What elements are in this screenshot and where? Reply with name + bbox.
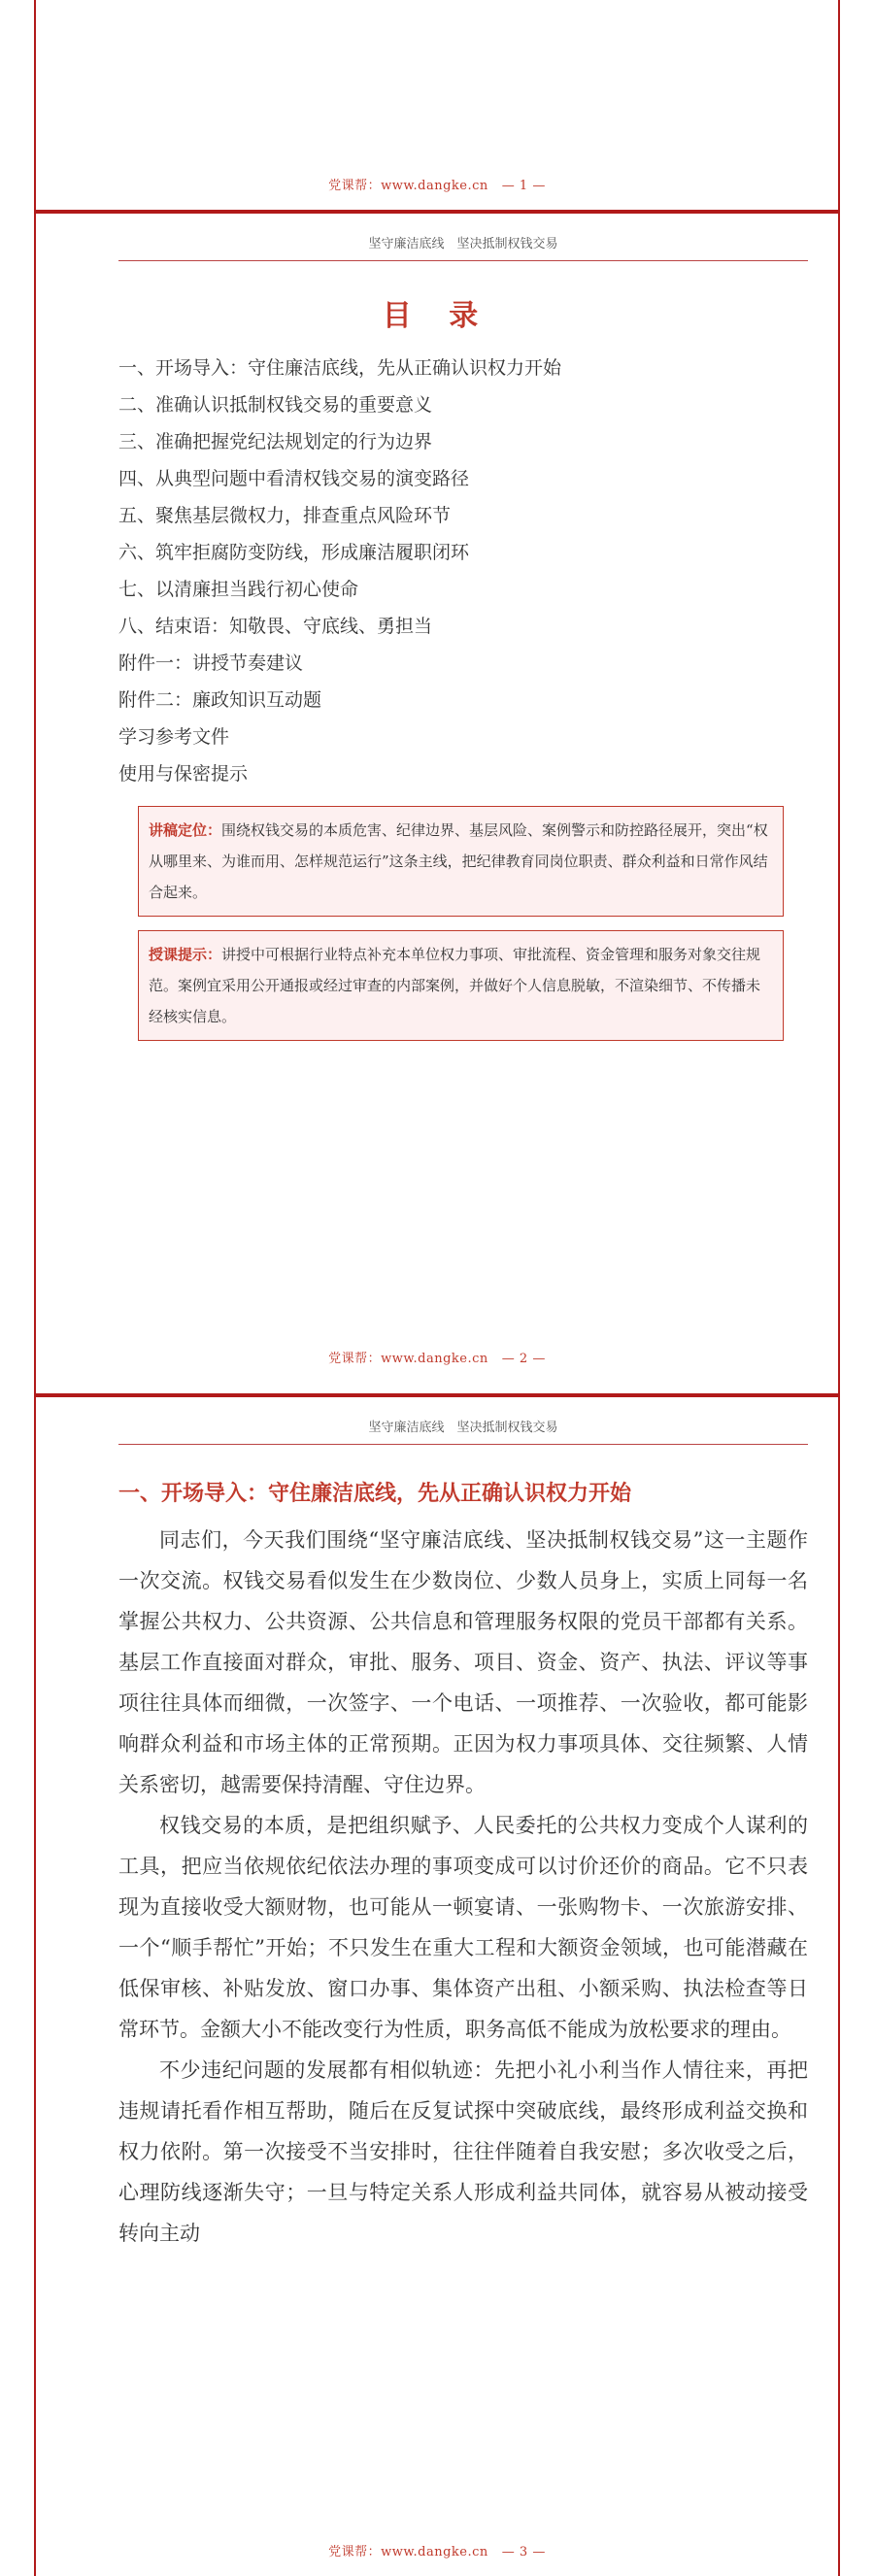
toc-item[interactable]: 六、筑牢拒腐防变防线，形成廉洁履职闭环 <box>118 542 470 563</box>
footer-site: 党课帮：www.dangke.cn <box>328 2545 488 2559</box>
paragraph: 同志们，今天我们围绕“坚守廉洁底线、坚决抵制权钱交易”这一主题作一次交流。权钱交易看似发生在少数岗位、少数人员身上，实质上同每一名掌握公共权力、公共资源、公共信息和管理服务权限的党员干部都有关系。基层工作直接面对群众，审批、服务、项目、资金、资产、执法、评议等事项往往具体而细微，一次签字、一个电话、一项推荐、一次验收，都可能影响群众利益和市场主体的正常预期。正因为权力事项具体、交往频繁、人情关系密切，越需要保持清醒、守住边界。 <box>118 1528 808 1796</box>
page-number: — 1 — <box>501 179 546 193</box>
footer-site: 党课帮：www.dangke.cn <box>328 1352 488 1366</box>
toc-item[interactable]: 五、聚焦基层微权力，排查重点风险环节 <box>118 505 452 526</box>
paragraph: 权钱交易的本质，是把组织赋予、人民委托的公共权力变成个人谋利的工具，把应当依规依纪依法办理的事项变成可以讨价还价的商品。它不只表现为直接收受大额财物，也可能从一顿宴请、一张购物卡、一次旅游安排、一个“顺手帮忙”开始；不只发生在重大工程和大额资金领域，也可能潜藏在低保审核、补贴发放、窗口办事、集体资产出租、小额采购、执法检查等日常环节。金额大小不能改变行为性质，职务高低不能成为放松要求的理由。 <box>118 1814 808 2041</box>
toc-item[interactable]: 使用与保密提示 <box>118 763 249 785</box>
paragraph: 不少违纪问题的发展都有相似轨迹：先把小礼小利当作人情往来，再把违规请托看作相互帮助，随后在反复试探中突破底线，最终形成利益交换和权力依附。第一次接受不当安排时，往往伴随着自我安慰；多次收受之后，心理防线逐渐失守；一旦与特定关系人形成利益共同体，就容易从被动接受转向主动 <box>118 2058 808 2245</box>
note-box-positioning <box>138 806 784 917</box>
note-label: 授课提示： <box>149 946 222 963</box>
footer-site: 党课帮：www.dangke.cn <box>328 179 488 193</box>
toc-item[interactable]: 八、结束语：知敬畏、守底线、勇担当 <box>118 616 433 637</box>
note-text: 围绕权钱交易的本质危害、纪律边界、基层风险、案例警示和防控路径展开，突出“权从哪里来、为谁而用、怎样规范运行”这条主线，把纪律教育同岗位职责、群众利益和日常作风结合起来。 <box>149 821 768 901</box>
toc-item[interactable]: 三、准确把握党纪法规划定的行为边界 <box>118 431 433 452</box>
toc-list <box>118 350 561 792</box>
toc-item[interactable]: 一、开场导入：守住廉洁底线，先从正确认识权力开始 <box>118 357 562 379</box>
note-box-teaching-tips <box>138 930 784 1041</box>
page-footer <box>36 1348 838 1366</box>
toc-item[interactable]: 七、以清廉担当践行初心使命 <box>118 579 359 600</box>
toc-item[interactable]: 学习参考文件 <box>118 726 230 748</box>
section-body <box>118 1520 808 2254</box>
page-number: — 3 — <box>501 2545 546 2559</box>
toc-item[interactable]: 四、从典型问题中看清权钱交易的演变路径 <box>118 468 470 489</box>
page-footer <box>36 175 838 193</box>
running-header: 坚守廉洁底线 坚决抵制权钱交易 <box>118 233 808 261</box>
toc-item[interactable]: 附件二：廉政知识互动题 <box>118 689 322 711</box>
page-2 <box>34 214 840 1394</box>
toc-title: 目 录 <box>382 299 492 333</box>
note-label: 讲稿定位： <box>149 821 222 839</box>
note-text: 讲授中可根据行业特点补充本单位权力事项、审批流程、资金管理和服务对象交往规范。案例宜采用公开通报或经过审查的内部案例，并做好个人信息脱敏，不渲染细节、不传播未经核实信息。 <box>149 946 761 1025</box>
page-footer <box>36 2541 838 2559</box>
page-number: — 2 — <box>501 1352 546 1366</box>
page-3 <box>34 1397 840 2576</box>
toc-item[interactable]: 二、准确认识抵制权钱交易的重要意义 <box>118 394 433 416</box>
section-heading: 一、开场导入：守住廉洁底线，先从正确认识权力开始 <box>118 1482 632 1506</box>
running-header: 坚守廉洁底线 坚决抵制权钱交易 <box>118 1417 808 1445</box>
page-1 <box>34 0 840 214</box>
toc-item[interactable]: 附件一：讲授节奏建议 <box>118 652 304 674</box>
